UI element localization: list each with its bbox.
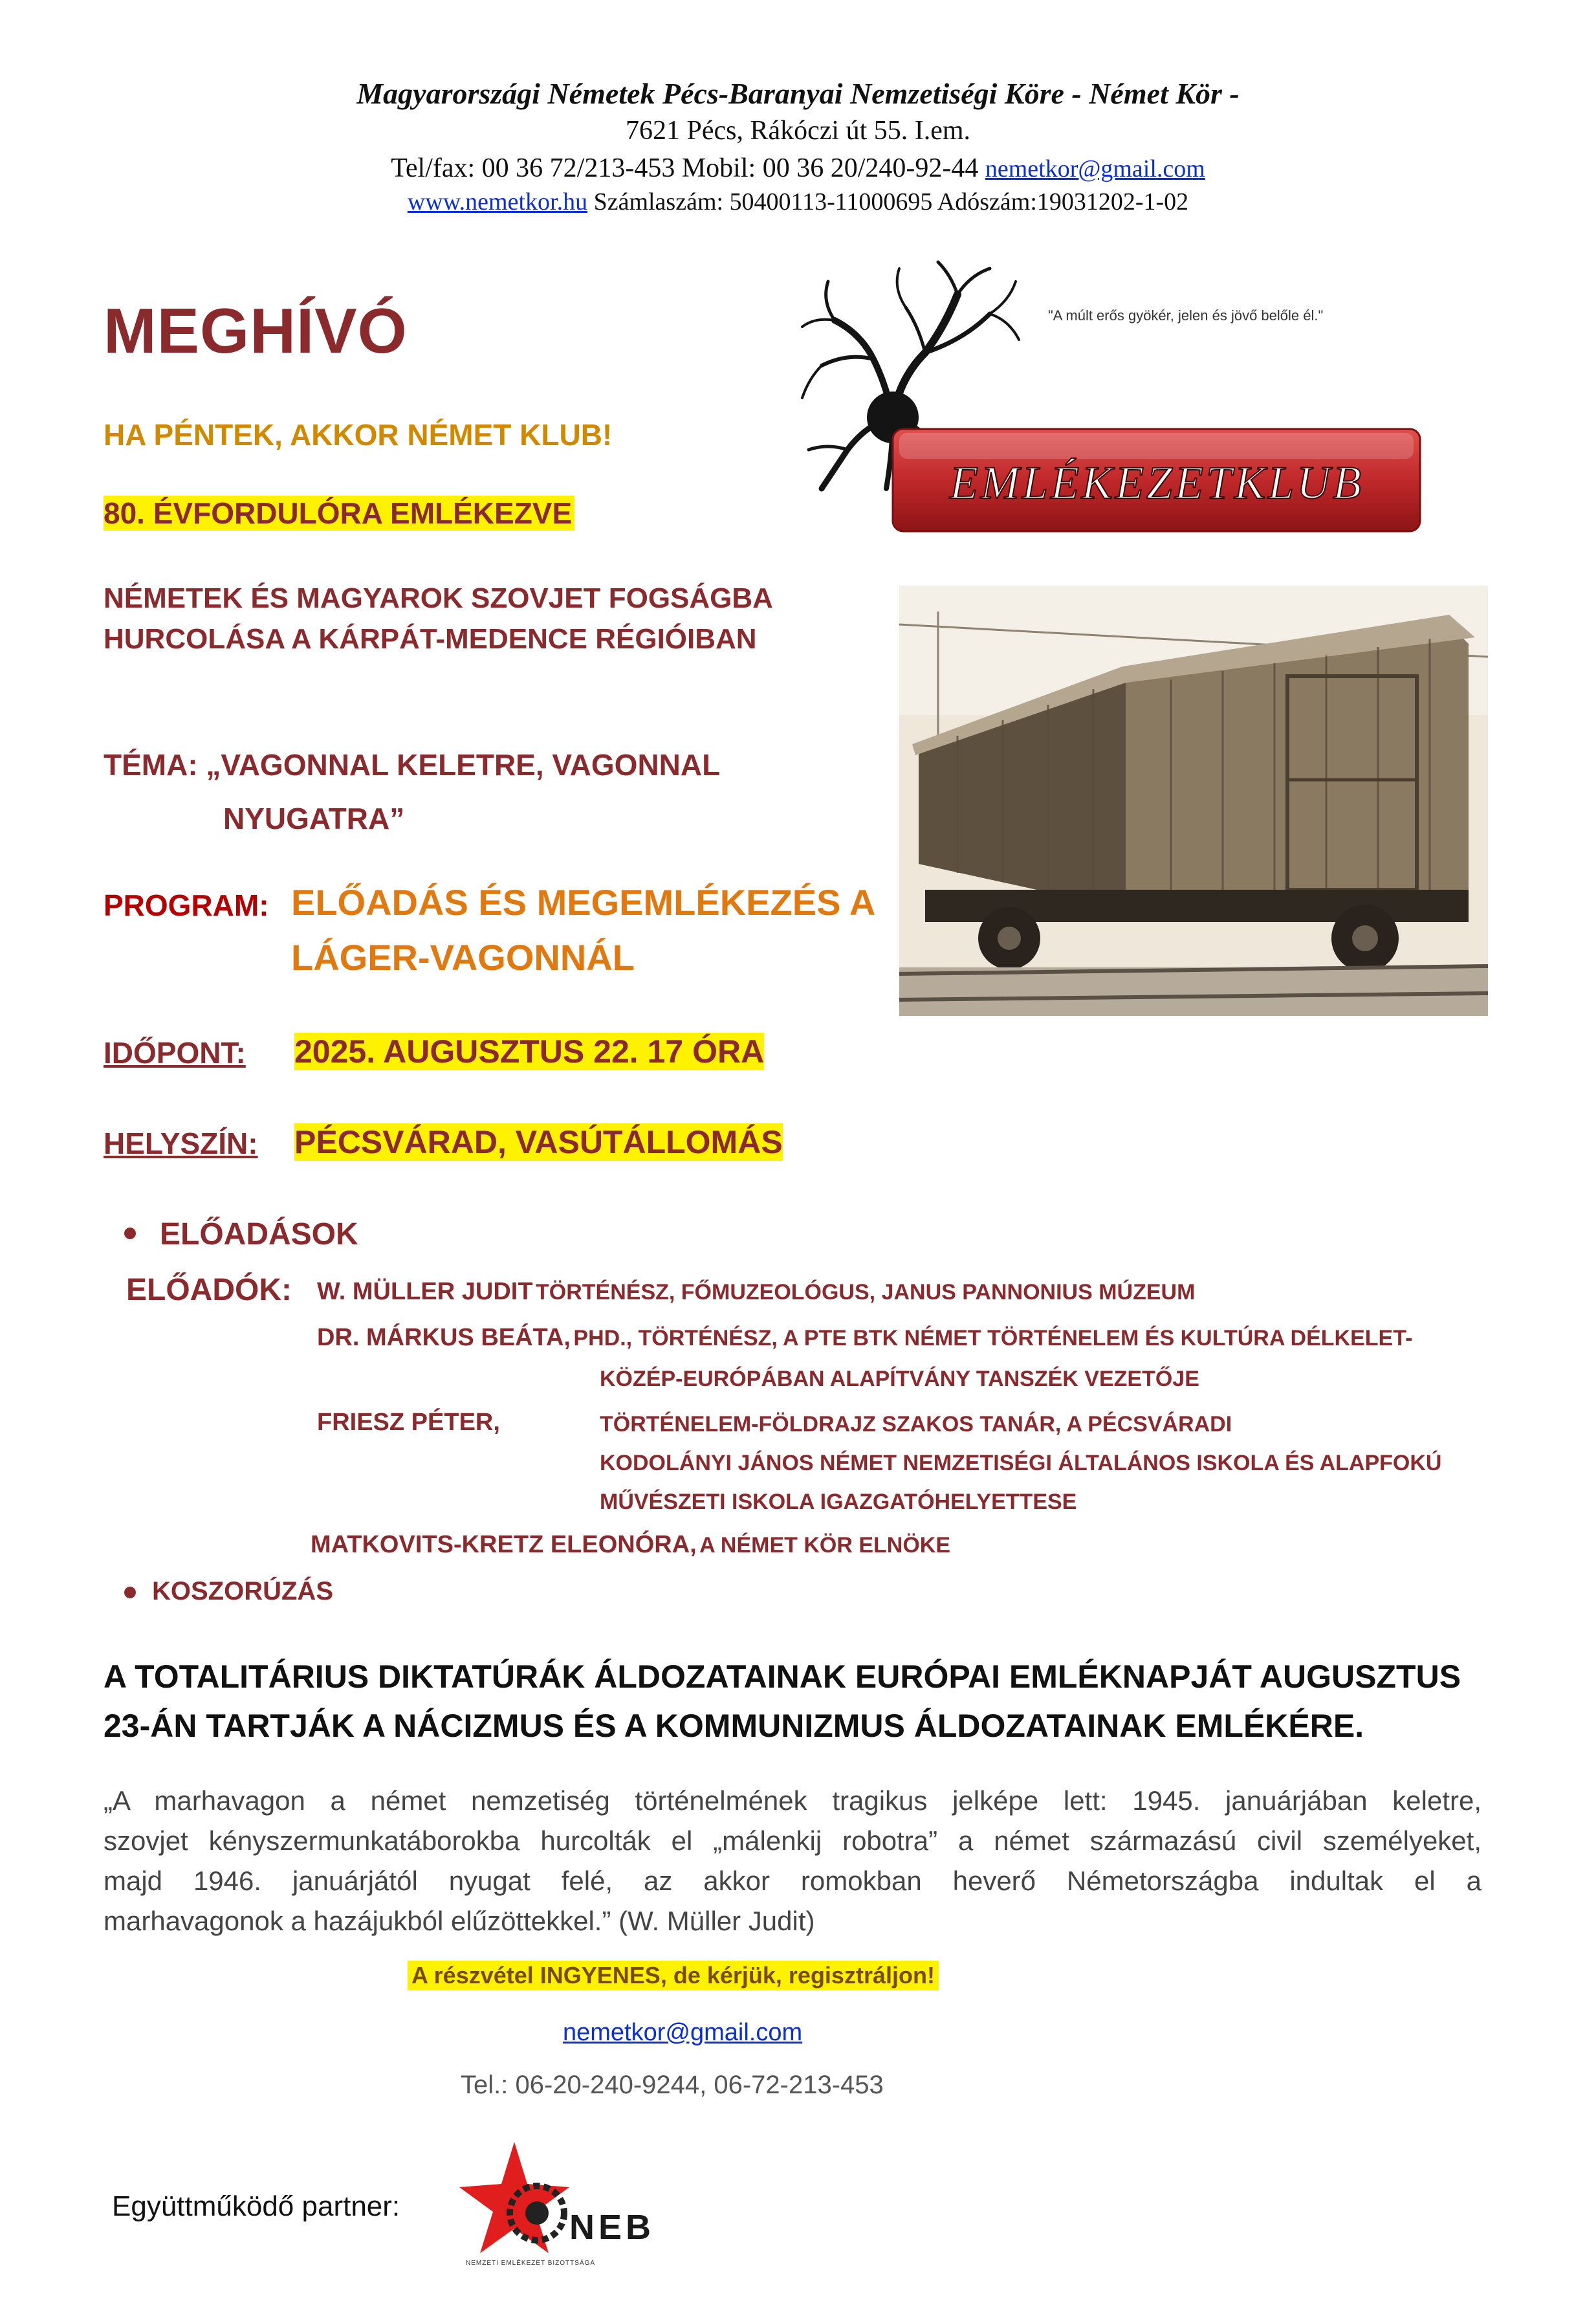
org-name: Magyarországi Németek Pécs-Baranyai Nemzetiségi Köre - Német Kör - <box>356 77 1240 110</box>
speaker-4-role: A NÉMET KÖR ELNÖKE <box>699 1533 951 1558</box>
emlekezetklub-logo <box>796 256 1456 540</box>
org-web-line <box>0 188 1596 216</box>
registration-note: A részvétel INGYENES, de kérjük, regisztráljon! <box>408 1961 939 1990</box>
theme-line-1: NÉMETEK ÉS MAGYAROK SZOVJET FOGSÁGBA <box>104 582 773 614</box>
bullet-icon <box>124 1228 136 1239</box>
quote-line-2: szovjet kényszermunkatáborokba hurcolták el „málenkij robotra” a német származású civil személyeket, <box>104 1825 1481 1856</box>
speaker-2-name: DR. MÁRKUS BEÁTA, <box>317 1324 571 1351</box>
quote-block <box>104 1781 1481 1941</box>
speaker-3-role-3: MŰVÉSZETI ISKOLA IGAZGATÓHELYETTESE <box>600 1490 1077 1514</box>
org-email-link[interactable]: nemetkor@gmail.com <box>985 155 1205 182</box>
speaker-4 <box>311 1531 950 1559</box>
statement-line-2: 23-ÁN TARTJÁK A NÁCIZMUS ÉS A KOMMUNIZMUS ÁLDOZATAINAK EMLÉKÉRE. <box>104 1708 1364 1744</box>
subtitle-klub: HA PÉNTEK, AKKOR NÉMET KLUB! <box>104 418 613 452</box>
speakers-label: ELŐADÓK: <box>126 1273 292 1307</box>
account-numbers: Számlaszám: 50400113-11000695 Adószám:19031202-1-02 <box>593 188 1189 215</box>
neb-logo <box>453 2135 673 2271</box>
contact-phone: Tel.: 06-20-240-9244, 06-72-213-453 <box>461 2071 884 2099</box>
logo-name: EMLÉKEZETKLUB <box>949 457 1364 509</box>
bullet-icon <box>124 1587 136 1598</box>
speaker-1-name: W. MÜLLER JUDIT <box>317 1278 533 1305</box>
tema-value-1: „VAGONNAL KELETRE, VAGONNAL <box>206 748 721 782</box>
logo-motto: "A múlt erős gyökér, jelen és jövő belőle él." <box>1048 307 1324 324</box>
speaker-4-name: MATKOVITS-KRETZ ELEONÓRA, <box>311 1531 697 1558</box>
partner-label: Együttműködő partner: <box>112 2190 400 2222</box>
speaker-1-role: TÖRTÉNÉSZ, FŐMUZEOLÓGUS, JANUS PANNONIUS MÚZEUM <box>536 1280 1196 1305</box>
org-phone: Tel/fax: 00 36 72/213-453 Mobil: 00 36 20/240-92-44 <box>391 153 979 183</box>
statement-line-1: A TOTALITÁRIUS DIKTATÚRÁK ÁLDOZATAINAK EURÓPAI EMLÉKNAPJÁT AUGUSZTUS <box>104 1658 1461 1695</box>
speaker-3-role-2: KODOLÁNYI JÁNOS NÉMET NEMZETISÉGI ÁLTALÁNOS ISKOLA ÉS ALAPFOKÚ <box>600 1451 1442 1475</box>
place-value: PÉCSVÁRAD, VASÚTÁLLOMÁS <box>294 1124 783 1160</box>
speaker-3-name: FRIESZ PÉTER, <box>317 1409 500 1436</box>
time-value: 2025. AUGUSZTUS 22. 17 ÓRA <box>294 1033 765 1070</box>
tema-value-2: NYUGATRA” <box>223 802 405 835</box>
speaker-3-role-1: TÖRTÉNELEM-FÖLDRAJZ SZAKOS TANÁR, A PÉCSVÁRADI <box>600 1412 1232 1437</box>
time-label: IDŐPONT: <box>104 1036 246 1070</box>
speaker-2-role-2: KÖZÉP-EURÓPÁBAN ALAPÍTVÁNY TANSZÉK VEZETŐJE <box>600 1367 1199 1391</box>
website-link[interactable]: www.nemetkor.hu <box>407 188 588 215</box>
lectures-heading: ELŐADÁSOK <box>160 1217 358 1251</box>
neb-name: NEB <box>569 2208 655 2247</box>
theme-line-2: HURCOLÁSA A KÁRPÁT-MEDENCE RÉGIÓIBAN <box>104 623 757 655</box>
quote-line-4: marhavagonok a hazájukból elűzöttekkel.” (W. Müller Judit) <box>104 1906 815 1936</box>
place-label: HELYSZÍN: <box>104 1127 258 1160</box>
org-contacts <box>0 153 1596 184</box>
org-address: 7621 Pécs, Rákóczi út 55. I.em. <box>625 116 971 146</box>
neb-full-name: NEMZETI EMLÉKEZET BIZOTTSÁGA <box>466 2260 596 2267</box>
subtitle-anniversary: 80. ÉVFORDULÓRA EMLÉKEZVE <box>104 496 574 531</box>
speaker-2-role-1: PHD., TÖRTÉNÉSZ, A PTE BTK NÉMET TÖRTÉNELEM ÉS KULTÚRA DÉLKELET- <box>573 1326 1413 1350</box>
page-title: MEGHÍVÓ <box>104 295 408 366</box>
wreath-laying: KOSZORÚZÁS <box>152 1577 333 1605</box>
speaker-2 <box>317 1324 1412 1352</box>
wagon-photo <box>899 586 1488 1016</box>
tema-line-1 <box>104 747 720 782</box>
program-line-1: ELŐADÁS ÉS MEGEMLÉKEZÉS A <box>291 882 876 923</box>
program-line-2: LÁGER-VAGONNÁL <box>291 937 635 978</box>
speaker-1 <box>317 1278 1195 1306</box>
contact-email-link[interactable]: nemetkor@gmail.com <box>563 2019 803 2046</box>
quote-line-1: „A marhavagon a német nemzetiség történelmének tragikus jelképe lett: 1945. januárjában keletre, <box>104 1785 1481 1816</box>
program-label: PROGRAM: <box>104 888 269 922</box>
neb-star-icon <box>459 2142 569 2253</box>
tema-label: TÉMA: <box>104 748 198 782</box>
quote-line-3: majd 1946. januárjától nyugat felé, az akkor romokban heverő Németországba indultak el a <box>104 1866 1481 1896</box>
